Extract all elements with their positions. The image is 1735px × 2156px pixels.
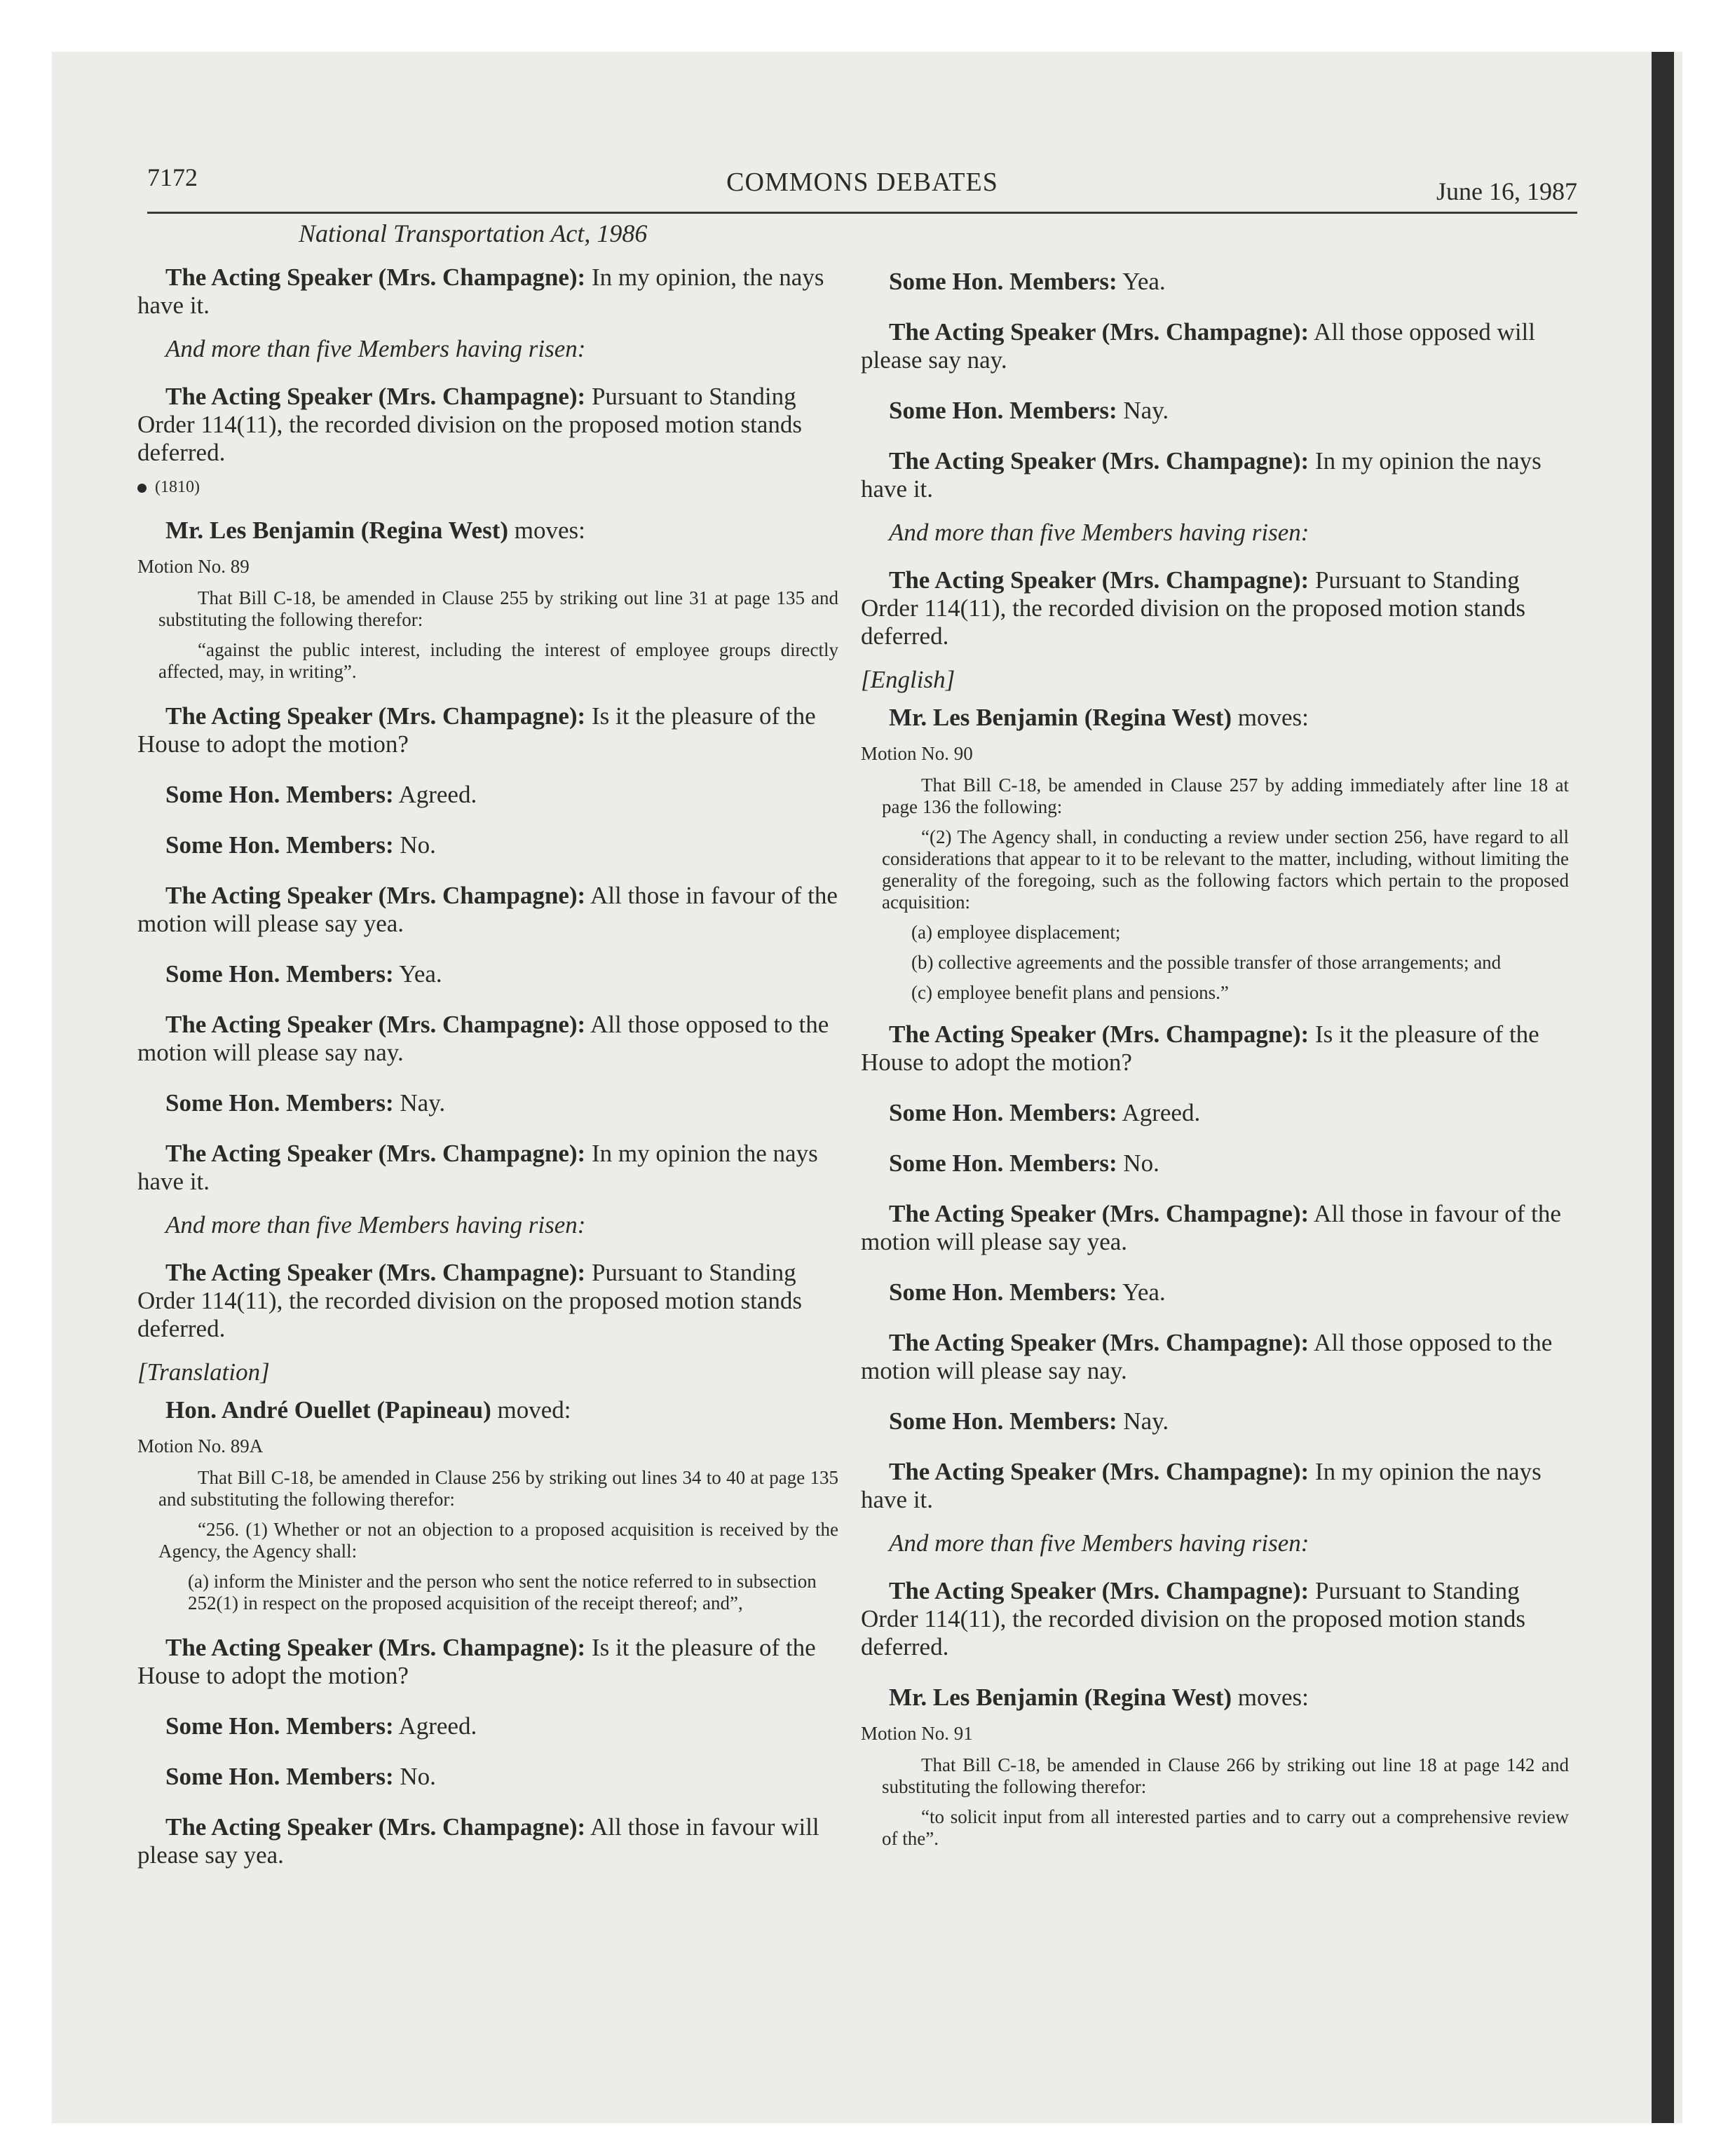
- speech-text: Nay.: [393, 1089, 446, 1117]
- mover-paragraph: [861, 704, 1569, 732]
- motion-quote: “256. (1) Whether or not an objection to a proposed acquisition is received by the Agency, the Agency shall:: [158, 1519, 838, 1562]
- page-number: 7172: [147, 163, 198, 191]
- right-column: [861, 268, 1569, 1858]
- speech-paragraph: [137, 960, 838, 988]
- speech-paragraph: [861, 1099, 1569, 1127]
- speech-text: Yea.: [1117, 268, 1166, 295]
- speaker-name: Some Hon. Members:: [165, 781, 394, 808]
- mover-paragraph: [137, 517, 838, 545]
- stage-direction: And more than five Members having risen:: [165, 1211, 586, 1239]
- speaker-name: The Acting Speaker (Mrs. Champagne):: [889, 1200, 1309, 1227]
- speech-paragraph: [861, 1278, 1569, 1306]
- motion-text: That Bill C-18, be amended in Clause 255 by striking out line 31 at page 135 and substituting the following therefor:: [158, 587, 838, 630]
- speaker-name: Some Hon. Members:: [165, 1712, 394, 1740]
- speaker-name: Some Hon. Members:: [165, 831, 394, 859]
- motion-quote-item: (a) employee displacement;: [911, 922, 1121, 943]
- speaker-name: The Acting Speaker (Mrs. Champagne):: [889, 1577, 1309, 1604]
- page-header: [147, 163, 1577, 214]
- motion-label: Motion No. 91: [861, 1723, 973, 1744]
- speech-paragraph: [861, 268, 1569, 296]
- speech-text: Agreed.: [393, 1712, 477, 1740]
- speech-text: In my opinion the nays have it.: [861, 447, 1542, 503]
- speech-paragraph: [137, 1634, 838, 1690]
- speech-text: Is it the pleasure of the House to adopt the motion?: [861, 1021, 1539, 1076]
- speech-paragraph: [137, 882, 838, 938]
- time-marker: [137, 478, 838, 497]
- mover-paragraph: [861, 1684, 1569, 1712]
- speech-text: All those opposed will please say nay.: [861, 318, 1535, 374]
- motion-text: That Bill C-18, be amended in Clause 257 by adding immediately after line 18 at page 136 the following:: [882, 775, 1569, 817]
- speech-paragraph: [861, 1200, 1569, 1256]
- speech-text: In my opinion the nays have it.: [861, 1458, 1542, 1513]
- speech-text: Yea.: [1117, 1278, 1166, 1306]
- speaker-name: Some Hon. Members:: [889, 1099, 1117, 1126]
- stage-direction: And more than five Members having risen:: [889, 519, 1309, 546]
- mover-verb: moves:: [1232, 1684, 1309, 1711]
- mover-verb: moves:: [508, 517, 585, 544]
- mover-name: Mr. Les Benjamin (Regina West): [889, 704, 1232, 731]
- speech-text: Is it the pleasure of the House to adopt the motion?: [137, 702, 816, 758]
- speech-text: All those in favour will please say yea.: [137, 1813, 819, 1869]
- speech-paragraph: [137, 1813, 838, 1869]
- speech-paragraph: [137, 1259, 838, 1343]
- scan-edge-shadow: [1652, 52, 1674, 2123]
- speaker-name: The Acting Speaker (Mrs. Champagne):: [165, 1011, 586, 1038]
- speech-paragraph: [861, 318, 1569, 374]
- speech-paragraph: [137, 702, 838, 758]
- speaker-name: The Acting Speaker (Mrs. Champagne):: [889, 447, 1309, 475]
- speaker-name: The Acting Speaker (Mrs. Champagne):: [165, 1259, 586, 1286]
- speech-text: Pursuant to Standing Order 114(11), the recorded division on the proposed motion stands deferred.: [861, 566, 1526, 650]
- speech-text: No.: [393, 831, 436, 859]
- speech-paragraph: [137, 1011, 838, 1067]
- motion-label: Motion No. 90: [861, 743, 973, 764]
- speech-text: Pursuant to Standing Order 114(11), the recorded division on the proposed motion stands deferred.: [137, 1259, 803, 1342]
- speech-paragraph: [861, 566, 1569, 650]
- speech-text: Yea.: [393, 960, 442, 988]
- speech-text: Pursuant to Standing Order 114(11), the recorded division on the proposed motion stands deferred.: [137, 383, 803, 466]
- speech-paragraph: [861, 447, 1569, 503]
- speech-paragraph: [861, 1149, 1569, 1178]
- left-column: [137, 219, 838, 1892]
- speech-text: Nay.: [1117, 1407, 1169, 1435]
- speech-paragraph: [861, 397, 1569, 425]
- speech-text: In my opinion the nays have it.: [137, 1140, 818, 1195]
- speech-paragraph: [861, 1407, 1569, 1435]
- motion-quote-item: (c) employee benefit plans and pensions.”: [911, 982, 1229, 1003]
- speaker-name: Some Hon. Members:: [889, 1149, 1117, 1177]
- speech-text: Agreed.: [1117, 1099, 1201, 1126]
- speech-text: All those in favour of the motion will please say yea.: [137, 882, 838, 937]
- speech-text: All those opposed to the motion will please say nay.: [137, 1011, 829, 1066]
- speech-paragraph: [861, 1021, 1569, 1077]
- motion-text: That Bill C-18, be amended in Clause 256 by striking out lines 34 to 40 at page 135 and substituting the following therefor:: [158, 1467, 838, 1510]
- speech-paragraph: [137, 831, 838, 859]
- speaker-name: Some Hon. Members:: [889, 1278, 1117, 1306]
- speech-paragraph: [137, 264, 838, 320]
- speaker-name: The Acting Speaker (Mrs. Champagne):: [165, 264, 586, 291]
- speaker-name: The Acting Speaker (Mrs. Champagne):: [889, 566, 1309, 594]
- speaker-name: The Acting Speaker (Mrs. Champagne):: [889, 1329, 1309, 1356]
- speaker-name: The Acting Speaker (Mrs. Champagne):: [165, 882, 586, 909]
- speech-paragraph: [137, 1140, 838, 1196]
- speech-text: Pursuant to Standing Order 114(11), the recorded division on the proposed motion stands deferred.: [861, 1577, 1526, 1660]
- time-label: (1810): [155, 478, 200, 496]
- speaker-name: Some Hon. Members:: [889, 1407, 1117, 1435]
- speech-text: In my opinion, the nays have it.: [137, 264, 824, 319]
- speaker-name: Some Hon. Members:: [165, 1089, 394, 1117]
- speech-paragraph: [861, 1458, 1569, 1514]
- speaker-name: The Acting Speaker (Mrs. Champagne):: [165, 1813, 586, 1841]
- speech-text: Agreed.: [393, 781, 477, 808]
- stage-direction: And more than five Members having risen:: [165, 335, 586, 362]
- mover-name: Mr. Les Benjamin (Regina West): [165, 517, 509, 544]
- speech-paragraph: [861, 1329, 1569, 1385]
- speech-paragraph: [137, 1712, 838, 1740]
- speech-text: No.: [1117, 1149, 1159, 1177]
- speech-paragraph: [137, 1763, 838, 1791]
- speaker-name: Some Hon. Members:: [889, 397, 1117, 424]
- speaker-name: The Acting Speaker (Mrs. Champagne):: [889, 1021, 1309, 1048]
- motion-label: Motion No. 89: [137, 556, 250, 577]
- speaker-name: Some Hon. Members:: [889, 268, 1117, 295]
- speech-paragraph: [137, 781, 838, 809]
- speaker-name: The Acting Speaker (Mrs. Champagne):: [889, 1458, 1309, 1485]
- mover-name: Hon. André Ouellet (Papineau): [165, 1396, 491, 1424]
- speech-text: All those opposed to the motion will please say nay.: [861, 1329, 1553, 1384]
- speaker-name: The Acting Speaker (Mrs. Champagne):: [889, 318, 1309, 346]
- speaker-name: Some Hon. Members:: [165, 960, 394, 988]
- running-title: COMMONS DEBATES: [726, 168, 998, 197]
- speaker-name: The Acting Speaker (Mrs. Champagne):: [165, 702, 586, 730]
- speaker-name: The Acting Speaker (Mrs. Champagne):: [165, 1140, 586, 1167]
- speech-paragraph: [861, 1577, 1569, 1661]
- motion-quote-item: (b) collective agreements and the possible transfer of those arrangements; and: [911, 952, 1502, 973]
- motion-text: That Bill C-18, be amended in Clause 266 by striking out line 18 at page 142 and substituting the following therefor:: [882, 1754, 1569, 1797]
- speaker-name: The Acting Speaker (Mrs. Champagne):: [165, 383, 586, 410]
- speaker-name: Some Hon. Members:: [165, 1763, 394, 1790]
- bullet-icon: [137, 484, 147, 493]
- speech-paragraph: [137, 383, 838, 467]
- speech-text: Nay.: [1117, 397, 1169, 424]
- translation-tag: [Translation]: [137, 1358, 270, 1386]
- stage-direction: And more than five Members having risen:: [889, 1529, 1309, 1557]
- mover-verb: moved:: [491, 1396, 571, 1424]
- motion-label: Motion No. 89A: [137, 1435, 264, 1456]
- speaker-name: The Acting Speaker (Mrs. Champagne):: [165, 1634, 586, 1661]
- english-tag: [English]: [861, 666, 955, 693]
- motion-quote: “to solicit input from all interested parties and to carry out a comprehensive review of the”.: [882, 1806, 1569, 1849]
- mover-paragraph: [137, 1396, 838, 1424]
- issue-date: June 16, 1987: [1436, 177, 1577, 205]
- motion-quote-item: (a) inform the Minister and the person who sent the notice referred to in subsection 252(1) in respect on the proposed acquisition of the receipt thereof; and”,: [188, 1571, 817, 1613]
- motion-quote: “(2) The Agency shall, in conducting a review under section 256, have regard to all considerations that appear to it to be relevant to the matter, including, without limiting the generality of the foregoing, such as the following factors which pertain to the proposed acquisition:: [882, 826, 1569, 913]
- speech-paragraph: [137, 1089, 838, 1117]
- mover-name: Mr. Les Benjamin (Regina West): [889, 1684, 1232, 1711]
- speech-text: No.: [393, 1763, 436, 1790]
- speech-text: Is it the pleasure of the House to adopt the motion?: [137, 1634, 816, 1689]
- speech-text: All those in favour of the motion will please say yea.: [861, 1200, 1561, 1255]
- mover-verb: moves:: [1232, 704, 1309, 731]
- motion-quote: “against the public interest, including the interest of employee groups directly affected, may, in writing”.: [158, 639, 838, 682]
- topic-heading: National Transportation Act, 1986: [299, 219, 648, 247]
